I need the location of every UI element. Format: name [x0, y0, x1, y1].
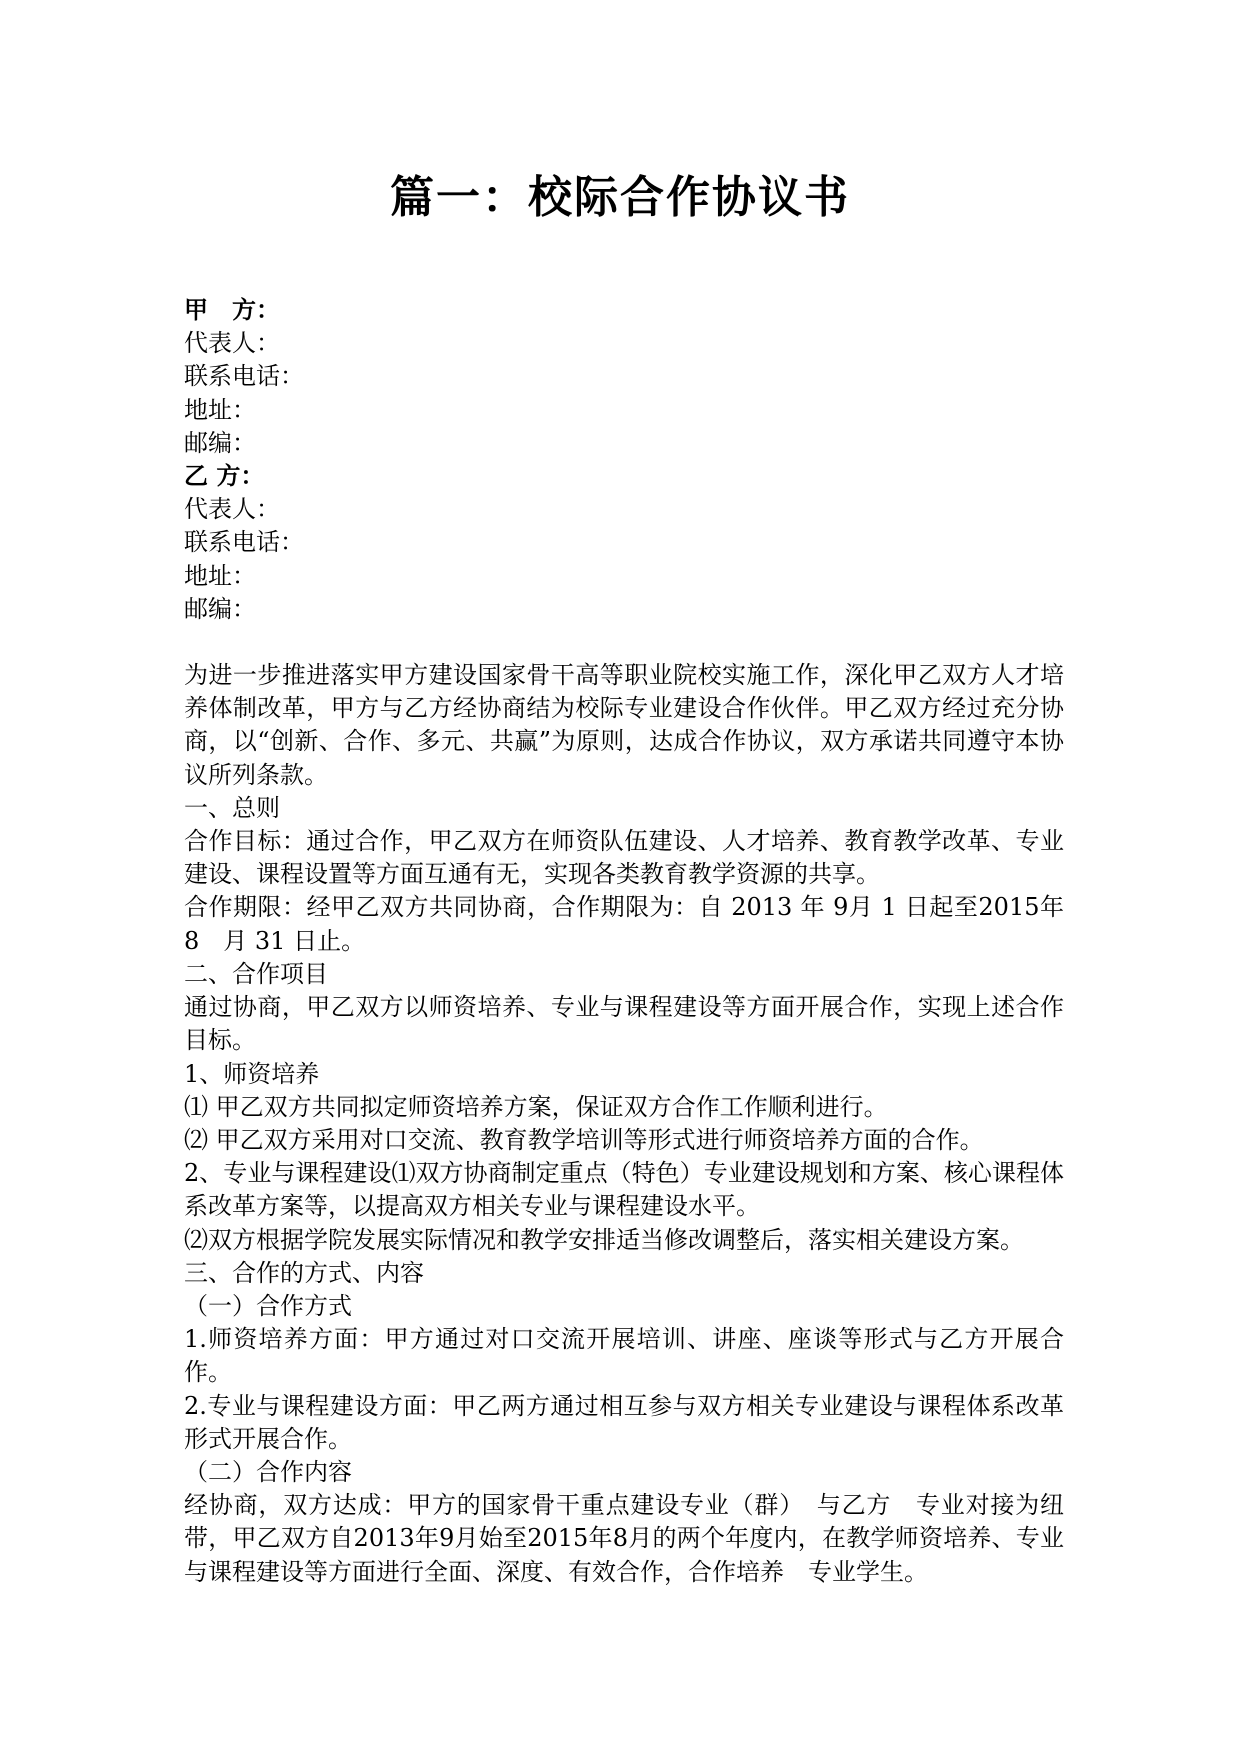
method-item-2: 2.专业与课程建设方面：甲乙两方通过相互参与双方相关专业建设与课程体系改革形式开展合作。 — [184, 1391, 1064, 1453]
section-heading-general: 一、总则 — [184, 793, 280, 822]
party-b-representative: 代表人： — [184, 495, 280, 524]
party-a-heading: 甲 方： — [184, 296, 280, 324]
party-a-address: 地址： — [184, 395, 256, 424]
party-b-address: 地址： — [184, 561, 256, 590]
section-heading-projects: 二、合作项目 — [184, 959, 328, 988]
curriculum-building-paragraph: 2、专业与课程建设⑴双方协商制定重点（特色）专业建设规划和方案、核心课程体系改革方案等，以提高双方相关专业与课程建设水平。 — [184, 1159, 1064, 1221]
content-paragraph: 经协商，双方达成：甲方的国家骨干重点建设专业（群） 与乙方 专业对接为纽带，甲乙双方自2013年9月始至2015年8月的两个年度内，在教学师资培养、专业与课程建设等方面进行全面、深度、有效合作，合作培养 专业学生。 — [184, 1491, 1064, 1586]
party-b-postcode: 邮编： — [184, 594, 256, 623]
teacher-training-item-2: ⑵ 甲乙双方采用对口交流、教育教学培训等形式进行师资培养方面的合作。 — [184, 1125, 984, 1154]
document-body — [184, 294, 1064, 1589]
party-a-phone: 联系电话： — [184, 362, 304, 391]
document-title: 篇一：校际合作协议书 — [390, 172, 850, 223]
subheading-content: （二）合作内容 — [184, 1457, 352, 1486]
party-a-representative: 代表人： — [184, 329, 280, 358]
party-b-phone: 联系电话： — [184, 528, 304, 557]
teacher-training-item-1: ⑴ 甲乙双方共同拟定师资培养方案，保证双方合作工作顺利进行。 — [184, 1092, 888, 1121]
projects-intro-paragraph: 通过协商，甲乙双方以师资培养、专业与课程建设等方面开展合作，实现上述合作目标。 — [184, 993, 1064, 1055]
party-a-postcode: 邮编： — [184, 428, 256, 457]
blank-line — [184, 626, 1064, 659]
curriculum-building-item-2: ⑵双方根据学院发展实际情况和教学安排适当修改调整后，落实相关建设方案。 — [184, 1225, 1024, 1254]
cooperation-goal-paragraph: 合作目标：通过合作，甲乙双方在师资队伍建设、人才培养、教育教学改革、专业建设、课程设置等方面互通有无，实现各类教育教学资源的共享。 — [184, 827, 1064, 889]
party-b-heading: 乙 方： — [184, 461, 265, 490]
section-heading-methods: 三、合作的方式、内容 — [184, 1258, 424, 1287]
subheading-teacher-training: 1、师资培养 — [184, 1059, 320, 1088]
preamble-paragraph: 为进一步推进落实甲方建设国家骨干高等职业院校实施工作，深化甲乙双方人才培养体制改革，甲方与乙方经协商结为校际专业建设合作伙伴。甲乙双方经过充分协商，以“创新、合作、多元、共赢”为原则，达成合作协议，双方承诺共同遵守本协议所列条款。 — [184, 661, 1064, 789]
cooperation-term-paragraph: 合作期限：经甲乙双方共同协商，合作期限为：自 2013 年 9月 1 日起至2015年 8 月 31 日止。 — [184, 893, 1064, 955]
subheading-methods: （一）合作方式 — [184, 1291, 352, 1320]
method-item-1: 1.师资培养方面：甲方通过对口交流开展培训、讲座、座谈等形式与乙方开展合作。 — [184, 1325, 1064, 1387]
